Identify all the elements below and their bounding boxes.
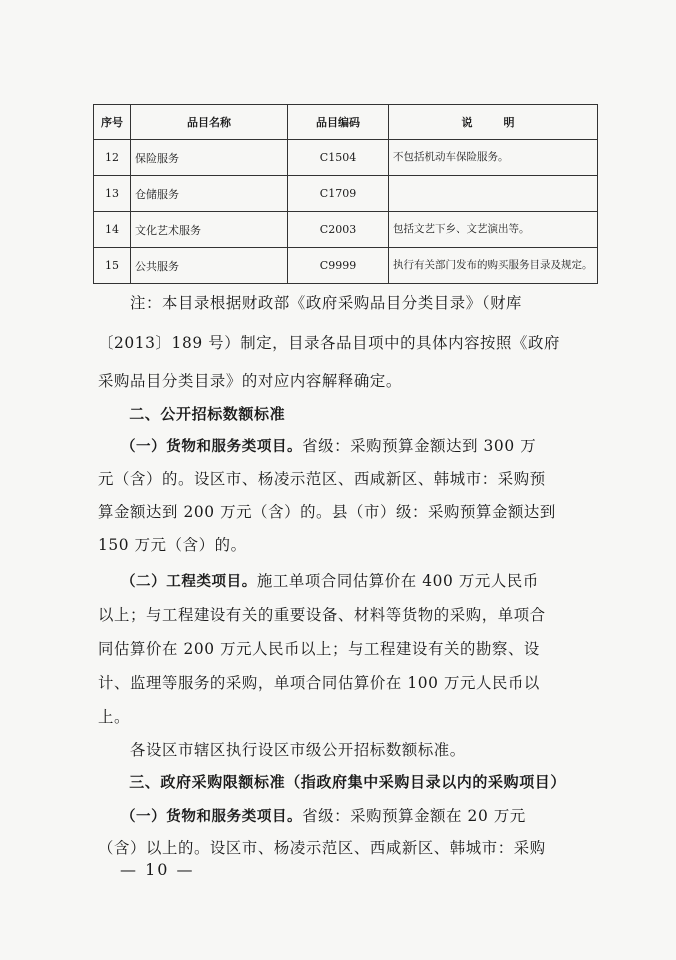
para2-line-1 xyxy=(98,569,598,591)
para1-lead: （一）货物和服务类项目。 xyxy=(98,439,303,455)
table-header-row xyxy=(94,105,598,140)
para3-line: 各设区市辖区执行设区市级公开招标数额标准。 xyxy=(98,741,466,759)
table-row xyxy=(94,212,598,248)
cell-name: 公共服务 xyxy=(131,248,288,284)
para1-line-4: 150 万元（含）的。 xyxy=(98,536,247,554)
cell-code: C2003 xyxy=(288,212,389,248)
page-number: — 10 — xyxy=(120,860,195,879)
para2-line-2: 以上；与工程建设有关的重要设备、材料等货物的采购，单项合 xyxy=(98,606,546,624)
procurement-catalog-table xyxy=(93,104,598,284)
cell-seq: 13 xyxy=(94,176,131,212)
header-name: 品目名称 xyxy=(131,105,288,140)
note-line-1: 注：本目录根据财政部《政府采购品目分类目录》（财库 xyxy=(98,294,523,312)
para4-line-1 xyxy=(98,804,598,826)
para1-line-1 xyxy=(98,434,598,456)
header-seq: 序号 xyxy=(94,105,131,140)
section-heading-2: 二、公开招标数额标准 xyxy=(98,405,286,423)
cell-name: 文化艺术服务 xyxy=(131,212,288,248)
cell-note: 不包括机动车保险服务。 xyxy=(389,140,598,176)
para2-line-4: 计、监理等服务的采购，单项合同估算价在 100 万元人民币以 xyxy=(98,674,540,692)
para4-line-2: （含）以上的。设区市、杨凌示范区、西咸新区、韩城市：采购 xyxy=(98,839,546,857)
para1-line-2: 元（含）的。设区市、杨凌示范区、西咸新区、韩城市：采购预 xyxy=(98,470,546,488)
cell-name: 保险服务 xyxy=(131,140,288,176)
para1-line-3: 算金额达到 200 万元（含）的。县（市）级：采购预算金额达到 xyxy=(98,503,556,521)
section-heading-3: 三、政府采购限额标准（指政府集中采购目录以内的采购项目） xyxy=(98,773,567,791)
table-row xyxy=(94,176,598,212)
para2-line-5: 上。 xyxy=(98,708,130,726)
cell-code: C1709 xyxy=(288,176,389,212)
para2-line-1-text: 施工单项合同估算价在 400 万元人民币 xyxy=(256,572,539,590)
cell-seq: 15 xyxy=(94,248,131,284)
para4-line-1-text: 省级：采购预算金额在 20 万元 xyxy=(302,807,526,825)
header-note: 说 明 xyxy=(389,105,598,140)
table-row xyxy=(94,248,598,284)
cell-note xyxy=(389,176,598,212)
header-code: 品目编码 xyxy=(288,105,389,140)
para4-lead: （一）货物和服务类项目。 xyxy=(98,809,303,825)
cell-name: 仓储服务 xyxy=(131,176,288,212)
para2-line-3: 同估算价在 200 万元人民币以上；与工程建设有关的勘察、设 xyxy=(98,640,540,658)
table-row xyxy=(94,140,598,176)
note-line-2: 〔2013〕189 号）制定，目录各品目项中的具体内容按照《政府 xyxy=(98,334,561,352)
cell-note: 执行有关部门发布的购买服务目录及规定。 xyxy=(389,248,598,284)
para2-lead: （二）工程类项目。 xyxy=(98,574,257,590)
cell-seq: 14 xyxy=(94,212,131,248)
cell-code: C9999 xyxy=(288,248,389,284)
cell-code: C1504 xyxy=(288,140,389,176)
para1-line-1-text: 省级：采购预算金额达到 300 万 xyxy=(302,437,537,455)
note-line-3: 采购品目分类目录》的对应内容解释确定。 xyxy=(98,372,402,390)
cell-seq: 12 xyxy=(94,140,131,176)
cell-note: 包括文艺下乡、文艺演出等。 xyxy=(389,212,598,248)
